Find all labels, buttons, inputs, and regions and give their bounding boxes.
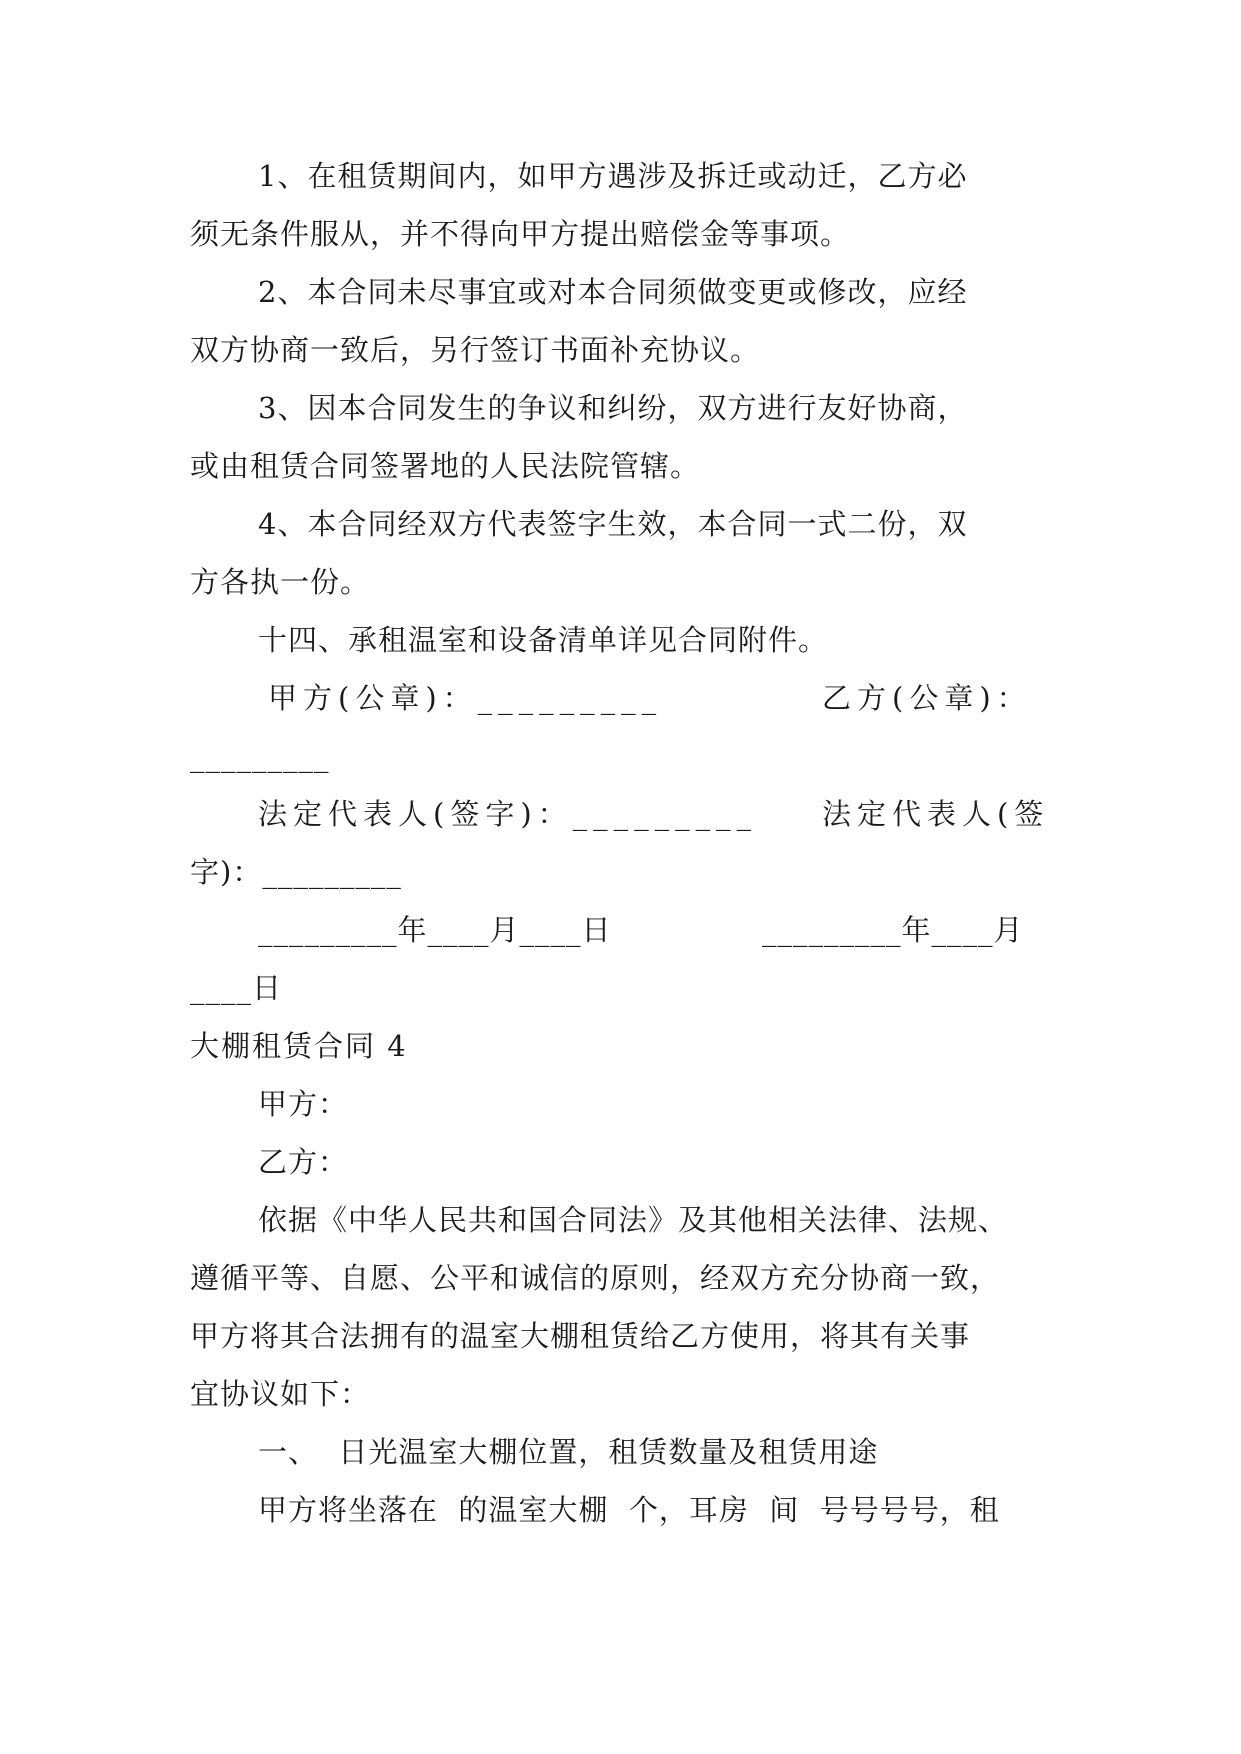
party-a-date: _________年____月____日: [258, 913, 612, 947]
clause-3-line-1: 3、因本合同发生的争议和纠纷，双方进行友好协商，: [258, 391, 968, 425]
party-a-label: 甲方：: [258, 1087, 349, 1121]
clause-3-line-2: 或由租赁合同签署地的人民法院管辖。: [190, 449, 701, 483]
preamble-line-1: 依据《中华人民共和国合同法》及其他相关法律、法规、: [258, 1203, 1009, 1237]
party-b-representative-blank: 字)：_________: [190, 855, 402, 889]
party-a-representative: 法定代表人(签字)：_________: [258, 797, 758, 831]
section-title: 大棚租赁合同 4: [190, 1029, 408, 1063]
party-b-date-day: ____日: [190, 971, 283, 1005]
article-1-line-1: 甲方将坐落在 的温室大棚 个，耳房 间 号号号号，租: [258, 1493, 1000, 1527]
party-b-seal: 乙方(公章)：: [822, 681, 1032, 715]
clause-1-line-2: 须无条件服从，并不得向甲方提出赔偿金等事项。: [190, 217, 851, 251]
clause-2-line-2: 双方协商一致后，另行签订书面补充协议。: [190, 333, 761, 367]
clause-2-line-1: 2、本合同未尽事宜或对本合同须做变更或修改，应经: [258, 275, 968, 309]
party-a-seal: 甲方(公章)：_________: [268, 681, 663, 715]
party-b-seal-blank: _________: [190, 739, 330, 773]
preamble-line-3: 甲方将其合法拥有的温室大棚租赁给乙方使用，将其有关事: [190, 1319, 971, 1353]
article-14: 十四、承租温室和设备清单详见合同附件。: [258, 623, 829, 657]
party-b-representative: 法定代表人(签: [822, 797, 1050, 831]
clause-1-line-1: 1、在租赁期间内，如甲方遇涉及拆迁或动迁，乙方必: [258, 159, 968, 193]
clause-4-line-1: 4、本合同经双方代表签字生效，本合同一式二份，双: [258, 507, 968, 541]
party-b-label: 乙方：: [258, 1145, 349, 1179]
preamble-line-4: 宜协议如下：: [190, 1377, 371, 1411]
clause-4-line-2: 方各执一份。: [190, 565, 371, 599]
preamble-line-2: 遵循平等、自愿、公平和诚信的原则，经双方充分协商一致，: [190, 1261, 1001, 1295]
party-b-date: _________年____月: [762, 913, 1024, 947]
article-1-heading: 一、 日光温室大棚位置，租赁数量及租赁用途: [258, 1435, 879, 1469]
